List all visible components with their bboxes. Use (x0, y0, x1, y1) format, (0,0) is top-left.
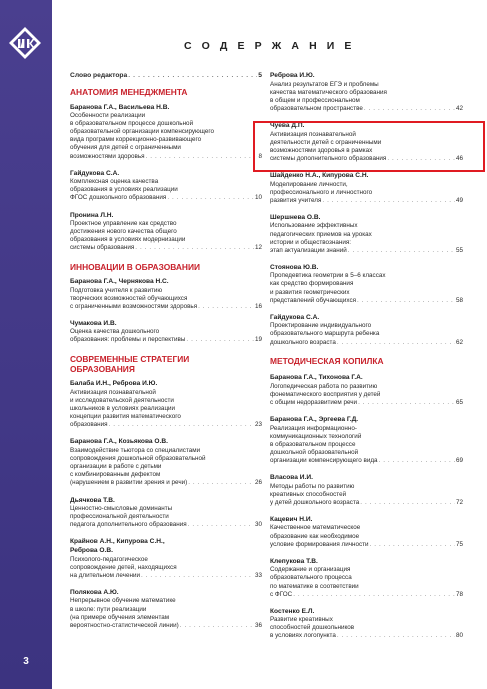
toc-title-line: в образовательном процессе (270, 440, 356, 448)
toc-entry[interactable] (270, 72, 463, 113)
section-heading: СОВРЕМЕННЫЕ СТРАТЕГИИ (70, 353, 190, 364)
toc-title-line: профессиональной деятельности (70, 513, 169, 521)
toc-title-line: Содержание и организация (270, 566, 351, 574)
toc-title-line: Подготовка учителя к развитию (70, 286, 163, 294)
toc-title-line: Использование эффективных (270, 222, 358, 230)
toc-title-line: Психолого-педагогическое (70, 555, 148, 563)
toc-title-line: и исследовательской деятельности (70, 397, 174, 405)
toc-title-line: фонематического восприятия у детей (270, 390, 381, 398)
toc-author: Костенко Е.Л. (270, 607, 315, 615)
toc-title-line: (на примере обучения элементам (70, 613, 170, 621)
toc-author: Гайдукова С.А. (70, 169, 120, 177)
toc-entry[interactable] (270, 608, 463, 641)
toc-author: Реброва И.Ю. (270, 72, 315, 79)
toc-title-line: образовательной организации компенсирующего (70, 128, 215, 136)
toc-title-line: организации в работе с детьми (70, 463, 162, 471)
toc-page: 75 (455, 540, 463, 548)
toc-page: 23 (254, 421, 262, 429)
toc-title-line: сопровождения дошкольной образовательной (70, 455, 206, 463)
toc-entry[interactable] (70, 497, 262, 530)
toc-title-line: (нарушением в развитии зрения и речи) (70, 479, 188, 487)
toc-title-line: в школе: пути реализации (70, 605, 147, 613)
toc-title-line: возможностями здоровья в рамках (270, 146, 373, 154)
toc-title-line: с комбинированным дефектом (70, 471, 161, 479)
toc-title-line: на длительном лечении (70, 571, 140, 579)
toc-entry[interactable] (270, 516, 463, 549)
toc-title-line: Методы работы по развитию (270, 482, 355, 490)
toc-author: Реброва О.В. (70, 546, 113, 554)
toc-title-line: образования в условиях реализации (70, 186, 178, 194)
toc-title-line: с ФГОС (270, 590, 293, 598)
toc-title-line: педагога дополнительного образования (70, 521, 187, 529)
toc-entry[interactable] (70, 104, 262, 161)
toc-entry[interactable] (70, 380, 262, 429)
toc-author: Баранова Г.А., Козьякова О.В. (70, 438, 168, 446)
toc-entry[interactable] (270, 416, 463, 465)
toc-author: Полякова А.Ю. (70, 588, 119, 596)
toc-title-line: возможностями здоровья (70, 152, 145, 160)
toc-page: 78 (455, 590, 463, 598)
toc-title-line: системы дополнительного образования (270, 154, 387, 162)
toc-page: 62 (455, 338, 463, 346)
toc-title-line: в общем и профессиональном (270, 96, 360, 104)
toc-page: 36 (254, 621, 262, 629)
section-heading: ОБРАЗОВАНИЯ (70, 363, 135, 374)
toc-title-line: дошкольной образовательной (270, 448, 359, 456)
toc-title-line: обучения для детей с ограниченными (70, 144, 181, 152)
toc-left-column (70, 72, 262, 639)
toc-title-line: Качественное математическое (270, 524, 361, 532)
toc-author: Крайнов А.Н., Кипурова С.Н., (70, 538, 165, 546)
toc-page: 55 (455, 246, 463, 254)
toc-title-line: творческих возможностей обучающихся (70, 294, 188, 302)
toc-author: Шершнева О.В. (270, 213, 321, 221)
toc-entry[interactable] (70, 72, 262, 80)
toc-entry[interactable] (70, 438, 262, 487)
toc-entry[interactable] (70, 170, 262, 203)
toc-title-line: представлений обучающихся (270, 296, 357, 304)
toc-title-line: способностей дошкольников (270, 624, 355, 632)
toc-title-line: Пропедевтика геометрии в 5–6 классах (270, 272, 386, 280)
toc-author: Клепукова Т.В. (270, 557, 318, 565)
toc-title-line: Проектирование индивидуального (270, 322, 372, 330)
toc-title-line: этап актуализации знаний (270, 246, 347, 254)
toc-title-line: Логопедическая работа по развитию (270, 382, 378, 390)
toc-entry[interactable] (270, 214, 463, 255)
toc-title-line: образовательном пространстве (270, 104, 363, 112)
toc-title-line: Особенности реализации (70, 112, 146, 120)
toc-title-line: креативных способностей (270, 490, 347, 498)
toc-title-line: Реализация информационно- (270, 424, 357, 432)
toc-title-line: качества математического образования (270, 88, 387, 96)
toc-entry[interactable] (270, 314, 463, 347)
toc-page: 5 (258, 72, 262, 79)
toc-entry[interactable] (270, 558, 463, 599)
toc-title-line: образования: проблемы и перспективы (70, 336, 186, 344)
toc-title-line: Комплексная оценка качества (70, 178, 159, 186)
toc-title-line: профессионального и личностного (270, 188, 373, 196)
toc-title-line: ФГОС дошкольного образования (70, 194, 167, 202)
toc-author: Баранова Г.А., Чернякова Н.С. (70, 277, 169, 285)
toc-title-line: образования в условиях модернизации (70, 236, 186, 244)
toc-author: Баранова Г.А., Васильева Н.В. (70, 103, 170, 111)
toc-page: 69 (455, 456, 463, 464)
toc-title-line: школьников в условиях реализации (70, 405, 176, 413)
toc-title-line: Ценностно-смысловые доминанты (70, 505, 173, 513)
toc-entry[interactable] (70, 320, 262, 345)
toc-title-line: педагогических приемов на уроках (270, 230, 372, 238)
section-heading: МЕТОДИЧЕСКАЯ КОПИЛКА (270, 355, 384, 366)
toc-author: Гайдукова С.А. (270, 313, 320, 321)
toc-title-line: образовательного маршрута ребенка (270, 330, 380, 338)
toc-page: 58 (455, 296, 463, 304)
toc-title-line: вероятностно-статистической линии) (70, 621, 179, 629)
toc-page: 12 (254, 244, 262, 252)
toc-title-line: системы образования (70, 244, 135, 252)
toc-title-line: Активизация познавательной (270, 130, 356, 138)
toc-title-line: Анализ результатов ЕГЭ и проблемы (270, 80, 379, 88)
toc-entry[interactable] (70, 212, 262, 253)
toc-page: 30 (254, 521, 262, 529)
toc-title-line: с общим недоразвитием речи (270, 398, 358, 406)
toc-title-line: вида программ коррекционно-развивающего (70, 136, 202, 144)
toc-title-line: по математике в соответствии (270, 582, 359, 590)
toc-title-line: в образовательном процессе дошкольной (70, 120, 194, 128)
toc-entry[interactable] (70, 589, 262, 630)
publisher-logo-icon (8, 26, 42, 60)
toc-page: 33 (254, 571, 262, 579)
toc-page: 10 (254, 194, 262, 202)
toc-entry[interactable] (270, 374, 463, 407)
toc-author: Чуева Д.П. (270, 121, 305, 129)
toc-title-line: и развития геометрических (270, 288, 350, 296)
highlight-box (253, 121, 485, 172)
toc-page: 8 (258, 152, 262, 160)
toc-title-line: Проектное управление как средство (70, 220, 177, 228)
section-heading: ИННОВАЦИИ В ОБРАЗОВАНИИ (70, 261, 201, 272)
toc-title-line: Оценка качества дошкольного (70, 328, 160, 336)
toc-page: 42 (455, 104, 463, 112)
toc-author: Дьячкова Т.В. (70, 496, 115, 504)
toc-author: Власова И.И. (270, 473, 313, 481)
toc-author: Пронина Л.Н. (70, 211, 114, 219)
toc-title-line: Непрерывное обучение математике (70, 597, 176, 605)
toc-entry[interactable] (70, 538, 262, 579)
toc-title-line: Развитие креативных (270, 616, 333, 624)
page-number: 3 (23, 656, 29, 667)
toc-title-line: образовательного процесса (270, 574, 352, 582)
toc-author: Чумакова И.В. (70, 319, 117, 327)
toc-page: 26 (254, 479, 262, 487)
toc-author: Стоянова Ю.В. (270, 263, 319, 271)
toc-title-line: истории и обществознания: (270, 238, 352, 246)
toc-page: 16 (254, 302, 262, 310)
toc-page: 65 (455, 398, 463, 406)
toc-title-line: с ограниченными возможностями здоровья (70, 302, 198, 310)
toc-entry[interactable] (270, 172, 463, 205)
contents-heading: С О Д Е Р Ж А Н И Е (183, 40, 356, 52)
toc-title-line: концепции развития математического (70, 413, 181, 421)
toc-title: Слово редактора (70, 72, 128, 79)
section-heading: АНАТОМИЯ МЕНЕДЖМЕНТА (70, 87, 188, 98)
sidebar-band (0, 0, 52, 689)
toc-title-line: условие формирования личности (270, 540, 369, 548)
toc-title-line: Активизация познавательной (70, 388, 156, 396)
toc-title-line: достижения нового качества общего (70, 228, 177, 236)
toc-title-line: развития учителя (270, 196, 322, 204)
toc-title-line: как средство формирования (270, 280, 354, 288)
toc-title-line: Моделирование личности, (270, 180, 348, 188)
toc-title-line: организации компенсирующего вида (270, 456, 378, 464)
toc-title-line: коммуникационных технологий (270, 432, 362, 440)
toc-title-line: в условиях логопункта (270, 632, 336, 640)
toc-entry[interactable] (270, 474, 463, 507)
toc-title-line: Взаимодействие тьютора со специалистами (70, 447, 201, 455)
toc-author: Баранова Г.А., Эргеева Г.Д. (270, 415, 359, 423)
toc-author: Кацевич Н.И. (270, 515, 313, 523)
toc-author: Шайденко Н.А., Кипурова С.Н. (270, 171, 369, 179)
toc-author: Балаба И.Н., Реброва И.Ю. (70, 380, 158, 388)
toc-page: 80 (455, 632, 463, 640)
toc-title-line: у детей дошкольного возраста (270, 498, 360, 506)
toc-entry[interactable] (270, 264, 463, 305)
toc-title-line: образование как необходимое (270, 532, 360, 540)
toc-title-line: образования (70, 421, 108, 429)
toc-author: Баранова Г.А., Тихонова Г.А. (270, 374, 363, 382)
toc-page: 46 (455, 154, 463, 162)
toc-page: 19 (254, 336, 262, 344)
toc-title-line: дошкольного возраста (270, 338, 336, 346)
toc-title-line: деятельности детей с ограниченными (270, 138, 382, 146)
toc-title-line: сопровождение детей, находящихся (70, 563, 177, 571)
toc-page: 72 (455, 498, 463, 506)
toc-page: 49 (455, 196, 463, 204)
toc-entry[interactable] (70, 278, 262, 311)
